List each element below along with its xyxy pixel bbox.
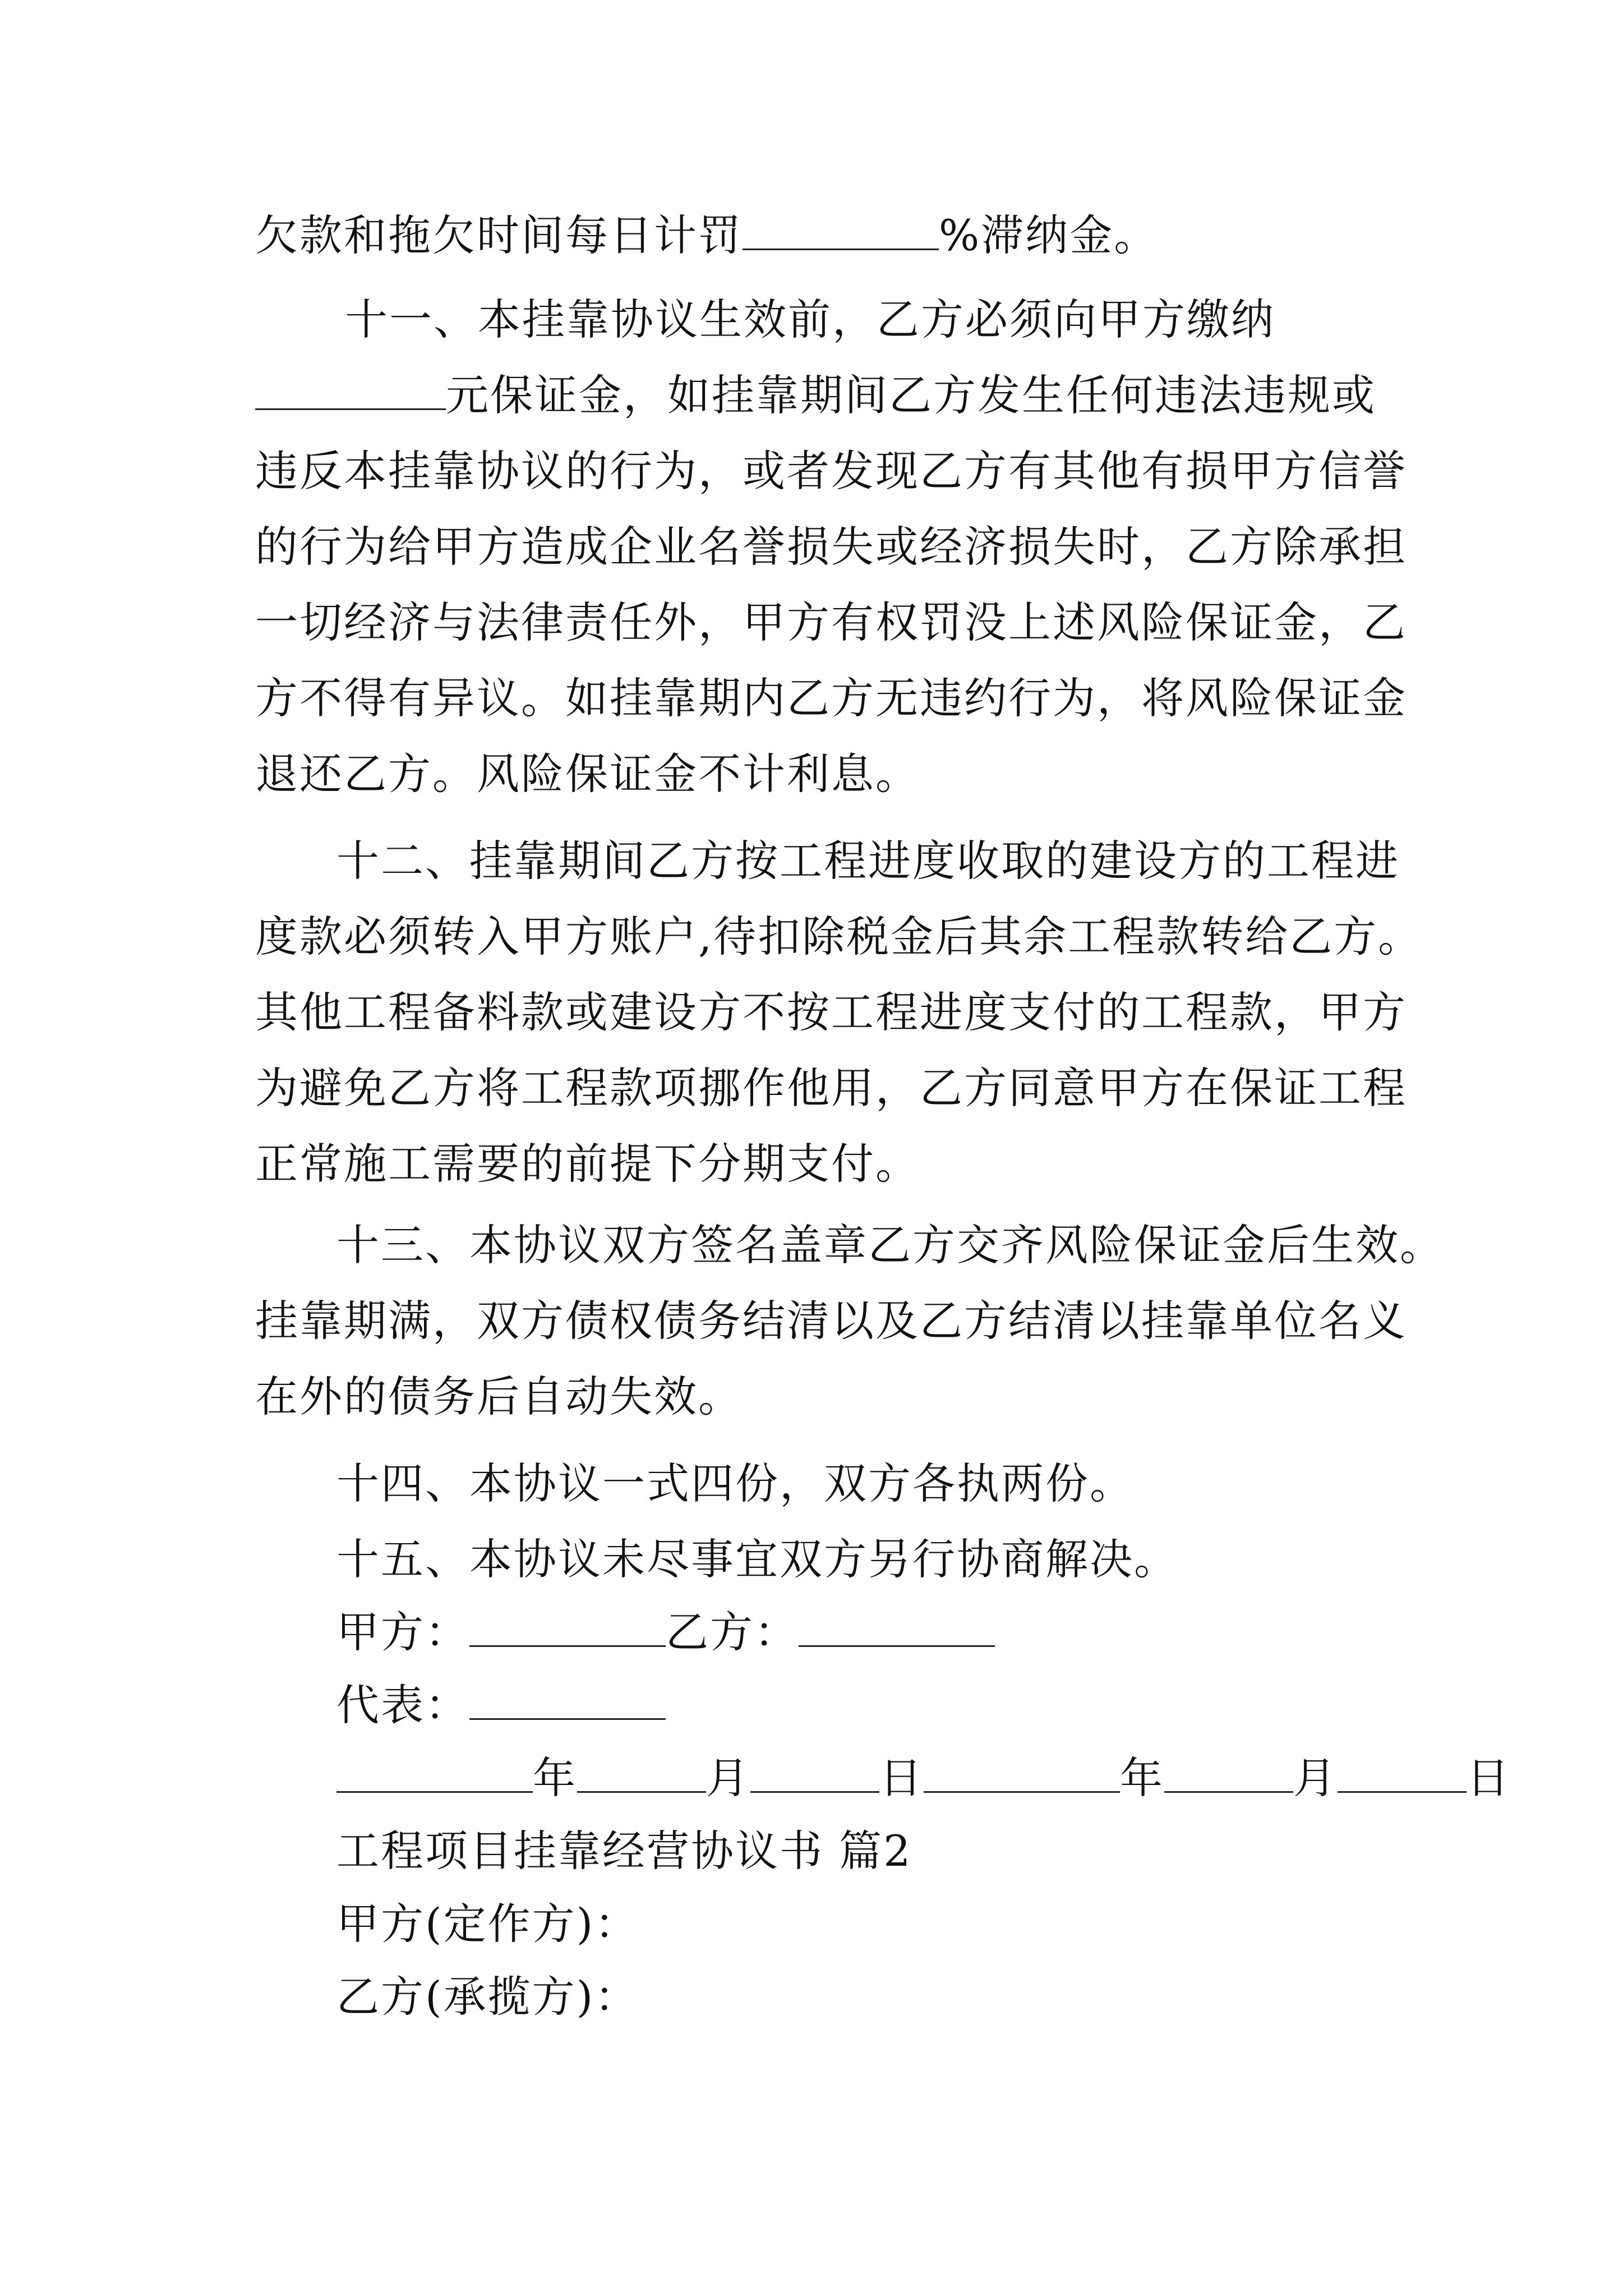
- clause-twelve-line-3: 其他工程备料款或建设方不按工程进度支付的工程款，甲方: [255, 987, 1407, 1037]
- clause-thirteen-line-2: 挂靠期满，双方债权债务结清以及乙方结清以挂靠单位名义: [255, 1296, 1407, 1346]
- party-b-label: 乙方：: [666, 1607, 799, 1657]
- clause-eleven-line-5: 一切经济与法律责任外，甲方有权罚没上述风险保证金，乙: [255, 597, 1407, 647]
- clause-twelve-line-5: 正常施工需要的前提下分期支付。: [255, 1139, 920, 1189]
- signature-dates: 年 月 日 年 月 日: [0, 1750, 1623, 1806]
- clause-twelve-line-4: 为避免乙方将工程款项挪作他用，乙方同意甲方在保证工程: [255, 1063, 1407, 1113]
- signature-parties: [0, 1604, 1623, 1660]
- blank-party-a: [469, 1606, 666, 1647]
- clause-eleven-line-7: 退还乙方。风险保证金不计利息。: [255, 749, 920, 799]
- blank-month-a: [577, 1752, 706, 1793]
- section-title: 工程项目挂靠经营协议书 篇2: [336, 1826, 912, 1876]
- signature-representative: [0, 1677, 1623, 1733]
- clause-twelve-line-2: 度款必须转入甲方账户,待扣除税金后其余工程款转给乙方。: [255, 912, 1423, 961]
- text: %滞纳金。: [939, 210, 1159, 260]
- party-a-label: 甲方：: [336, 1607, 469, 1657]
- clause-ten-tail: [0, 208, 1623, 264]
- clause-thirteen-line-1: 十三、本协议双方签名盖章乙方交齐风险保证金后生效。: [336, 1220, 1444, 1270]
- clause-eleven-line-1: 十一、本挂靠协议生效前，乙方必须向甲方缴纳: [345, 295, 1275, 344]
- rep-label: 代表：: [336, 1680, 469, 1730]
- blank-representative: [469, 1679, 666, 1720]
- clause-eleven-line-4: 的行为给甲方造成企业名誉损失或经济损失时，乙方除承担: [255, 522, 1407, 572]
- clause-thirteen-line-3: 在外的债务后自动失效。: [255, 1372, 743, 1421]
- blank-penalty-rate: [743, 209, 939, 250]
- clause-eleven-line-6: 方不得有异议。如挂靠期内乙方无违约行为，将风险保证金: [255, 673, 1407, 723]
- blank-day-a: [750, 1752, 879, 1793]
- clause-twelve-line-1: 十二、挂靠期间乙方按工程进度收取的建设方的工程进: [336, 836, 1400, 886]
- blank-month-b: [1164, 1752, 1293, 1793]
- blank-party-b: [799, 1606, 995, 1647]
- party-b-role: 乙方(承揽方)：: [336, 1972, 639, 2022]
- blank-year-a: [336, 1752, 533, 1793]
- blank-day-b: [1338, 1752, 1467, 1793]
- text: 欠款和拖欠时间每日计罚: [255, 210, 743, 260]
- party-a-role: 甲方(定作方)：: [336, 1899, 639, 1949]
- blank-year-b: [924, 1752, 1120, 1793]
- clause-eleven-line-2: 元保证金，如挂靠期间乙方发生任何违法违规或: [0, 367, 1623, 424]
- clause-fifteen: 十五、本协议未尽事宜双方另行协商解决。: [336, 1534, 1178, 1584]
- blank-deposit-amount: [255, 369, 446, 410]
- clause-fourteen: 十四、本协议一式四份，双方各执两份。: [336, 1458, 1134, 1508]
- clause-eleven-line-3: 违反本挂靠协议的行为，或者发现乙方有其他有损甲方信誉: [255, 446, 1407, 496]
